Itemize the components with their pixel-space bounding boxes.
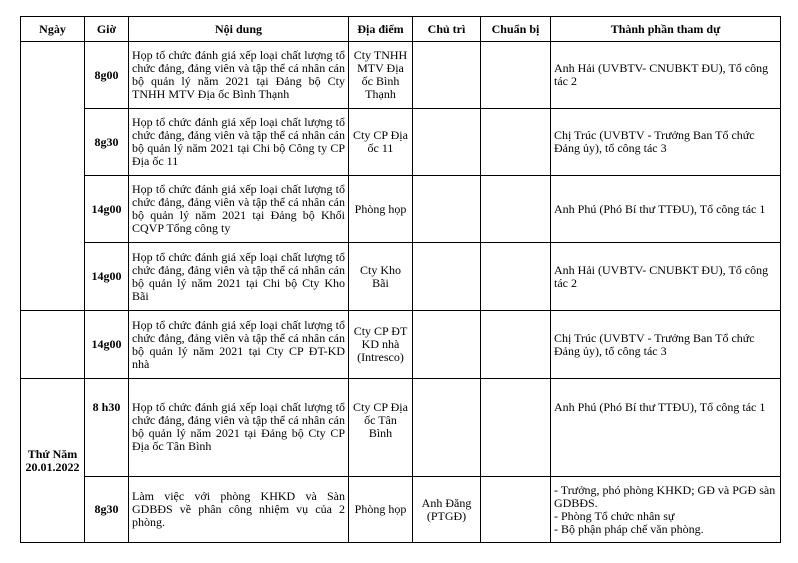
table-row [21, 42, 781, 109]
location-cell: Phòng họp [349, 477, 413, 543]
prep-cell [481, 176, 551, 243]
host-cell [413, 243, 481, 311]
day-cell-empty-2 [21, 311, 85, 379]
attendees-cell [551, 477, 781, 543]
prep-cell [481, 42, 551, 109]
header-content: Nội dung [129, 17, 349, 42]
attendees-cell: Anh Phú (Phó Bí thư TTĐU), Tổ công tác 1 [551, 379, 781, 477]
location-cell: Cty CP Địa ốc Tân Bình [349, 379, 413, 477]
header-location: Địa điểm [349, 17, 413, 42]
content-cell: Họp tổ chức đánh giá xếp loại chất lượng tổ chức đảng, đảng viên và tập thể cá nhân cán bộ quản lý năm 2021 tại Cty CP ĐT-KD nhà [129, 311, 349, 379]
table-row [21, 176, 781, 243]
content-cell: Họp tổ chức đánh giá xếp loại chất lượng tổ chức đảng, đảng viên và tập thể cá nhân cán bộ quản lý năm 2021 tại Chi bộ Công ty CP Địa ốc 11 [129, 109, 349, 176]
content-cell: Họp tổ chức đánh giá xếp loại chất lượng tổ chức đảng, đảng viên và tập thể cá nhân cán bộ quản lý năm 2021 tại Chi bộ Cty Kho Bãi [129, 243, 349, 311]
prep-cell [481, 379, 551, 477]
table-row [21, 311, 781, 379]
attendees-cell: Anh Phú (Phó Bí thư TTĐU), Tổ công tác 1 [551, 176, 781, 243]
host-cell [413, 379, 481, 477]
attendees-cell: Anh Hải (UVBTV- CNUBKT ĐU), Tổ công tác 2 [551, 42, 781, 109]
time-cell: 14g00 [85, 243, 129, 311]
location-cell: Cty TNHH MTV Địa ốc Bình Thạnh [349, 42, 413, 109]
header-attendees: Thành phần tham dự [551, 17, 781, 42]
prep-cell [481, 109, 551, 176]
table-row [21, 477, 781, 543]
location-cell: Cty CP Địa ốc 11 [349, 109, 413, 176]
day-cell [21, 379, 85, 543]
prep-cell [481, 477, 551, 543]
table-row [21, 379, 781, 477]
host-cell [413, 42, 481, 109]
host-cell [413, 109, 481, 176]
attendee-line: - Phòng Tổ chức nhân sự [554, 508, 675, 523]
time-cell: 8g30 [85, 109, 129, 176]
location-cell: Phòng họp [349, 176, 413, 243]
schedule-table [20, 16, 781, 543]
header-prep: Chuẩn bị [481, 17, 551, 42]
table-row [21, 109, 781, 176]
table-row [21, 243, 781, 311]
header-time: Giờ [85, 17, 129, 42]
header-day: Ngày [21, 17, 85, 42]
content-cell: Họp tổ chức đánh giá xếp loại chất lượng tổ chức đảng, đảng viên và tập thể cá nhân cán bộ quản lý năm 2021 tại Đảng bộ Khối CQVP Tổng công ty [129, 176, 349, 243]
time-cell: 8g30 [85, 477, 129, 543]
time-cell: 8g00 [85, 42, 129, 109]
day-cell-empty-1 [21, 42, 85, 311]
day-weekday: Thứ Năm [27, 446, 78, 461]
header-host: Chủ trì [413, 17, 481, 42]
host-cell [413, 176, 481, 243]
content-cell: Làm việc với phòng KHKD và Sàn GDBĐS về phân công nhiệm vụ của 2 phòng. [129, 477, 349, 543]
location-cell: Cty CP ĐT KD nhà (Intresco) [349, 311, 413, 379]
content-cell: Họp tổ chức đánh giá xếp loại chất lượng tổ chức đảng, đảng viên và tập thể cá nhân cán bộ quản lý năm 2021 tại Đảng bộ Cty TNHH MTV Địa ốc Bình Thạnh [129, 42, 349, 109]
time-cell: 14g00 [85, 176, 129, 243]
time-cell: 14g00 [85, 311, 129, 379]
content-cell: Họp tổ chức đánh giá xếp loại chất lượng tổ chức đảng, đảng viên và tập thể cá nhân cán bộ quản lý năm 2021 tại Đảng bộ Cty CP Địa ốc Tân Bình [129, 379, 349, 477]
time-cell: 8 h30 [85, 379, 129, 477]
attendee-line: - Trưởng, phó phòng KHKD; GĐ và PGĐ sàn GDBĐS. [554, 482, 776, 510]
host-cell [413, 311, 481, 379]
day-date: 20.01.2022 [25, 459, 80, 474]
attendee-line: - Bộ phận pháp chế văn phòng. [554, 521, 704, 536]
prep-cell [481, 311, 551, 379]
host-cell: Anh Đăng (PTGĐ) [413, 477, 481, 543]
attendees-cell: Chị Trúc (UVBTV - Trưởng Ban Tổ chức Đảng ủy), tổ công tác 3 [551, 311, 781, 379]
header-row [21, 17, 781, 42]
prep-cell [481, 243, 551, 311]
attendees-cell: Anh Hải (UVBTV- CNUBKT ĐU), Tổ công tác 2 [551, 243, 781, 311]
location-cell: Cty Kho Bãi [349, 243, 413, 311]
attendees-cell: Chị Trúc (UVBTV - Trưởng Ban Tổ chức Đảng ủy), tổ công tác 3 [551, 109, 781, 176]
